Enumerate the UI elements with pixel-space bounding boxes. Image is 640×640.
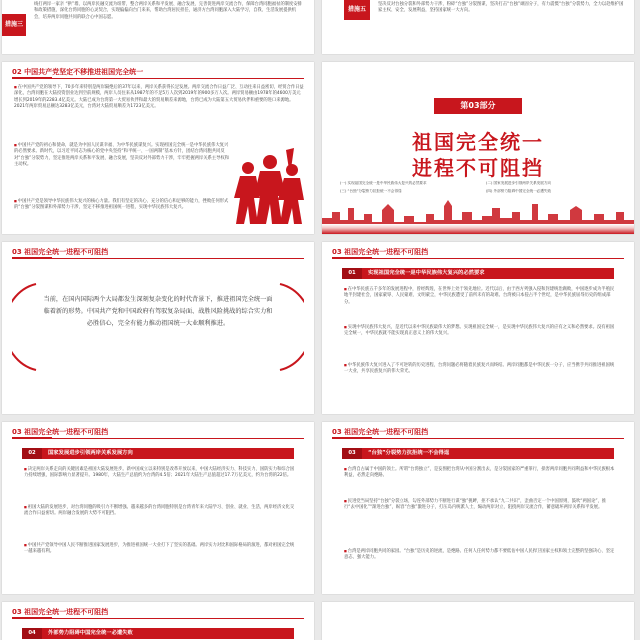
quote-text: 当前，在国内国际两个大局都发生深刻复杂变化的时代背景下，推进祖国完全统一面临着新的形势。中国共产党和中国政府有驾驭复杂局面、战胜风险挑战的综合实力和必胜信心，完全有能力推动祖国统一大业顺利推进。 — [43, 296, 273, 327]
slide-title: 03 祖国完全统一进程不可阻挡 — [332, 248, 429, 256]
slide-header — [322, 422, 634, 440]
slide-national-development — [2, 422, 314, 594]
section-bar — [22, 448, 294, 459]
slide-part-three-cover — [322, 62, 634, 234]
paragraph: ■ 民进党当局坚持“台独”分裂立场，勾连外部势力不断进行谋“独”挑衅，拒不承认“九二共识”，歪曲否定一个中国原则，鼓吹“两国论”，推行“去中国化”“渐进台独”，纵容“台独”激进分子，打压岛内统派人士，煽动两岸对立，阻挠两岸交流合作，蓄意破坏两岸关系和平发展。 — [344, 498, 616, 512]
paragraph: ■ 台湾是两岸同胞共同的家园。“台独”是历史的逆流，是绝路。任何人任何势力都不要低估中国人民捍卫国家主权和领土完整的坚强决心、坚定意志、强大能力。 — [344, 548, 616, 562]
slide-header — [322, 242, 634, 260]
slide-title: 03 祖国完全统一进程不可阻挡 — [332, 428, 429, 436]
section-number: 02 — [22, 448, 42, 459]
subsection-item: (三) “台独”分裂势力抗拒统一不会得逞 — [340, 189, 402, 193]
slide-header — [2, 62, 314, 80]
paragraph: ■ 中国共产党的初心和使命，就是为中国人民谋幸福、为中华民族谋复兴。实现祖国完全统一是中华民族伟大复兴的必然要求。新时代，以习近平同志为核心的党中央坚持“和平统一、一国两制”基本方针，团结台湾同胞共同反对“台独”分裂势力，坚定推进两岸关系和平发展、融合发展，坚决反对外部势力干涉，牢牢把握两岸关系主导权和主动权。 — [14, 142, 229, 169]
paragraph: ■ 中华民族伟大复兴进入了不可逆转的历史进程，台湾问题必将随着民族复兴而终结。两岸同胞都是中华民族一分子，应当携手共同推进祖国统一大业，共享民族复兴的伟大荣光。 — [344, 362, 616, 376]
slide-measure-three — [2, 0, 314, 54]
subsection-item: (二) 国家发展进步引领两岸关系发展方向 — [486, 181, 552, 185]
section-heading: 实现祖国完全统一是中华民族伟大复兴的必然要求 — [368, 270, 485, 276]
measure-text: 线打两岸一家亲 “拱”墙，以两岸民融交流为纽带，整合两岸关系和平发展、融合发展，完善促进两岸交流合作，保障台湾同胞福祉的制度安排和政策措施，深化台湾同胞的心灵契合，实现偏偏向台门来来，帮助台湾居民担任，通济方台湾同胞深入大陆学习，自我、生活发展提供机会，培养两岸同胞共同的联合心中国志愿。 — [34, 2, 302, 20]
slide-title: 03 祖国完全统一进程不可阻挡 — [12, 608, 109, 616]
measure-tab: 措施五 — [344, 0, 370, 20]
slide-header — [2, 602, 314, 620]
slide-separatism — [322, 422, 634, 594]
paragraph: ■ 决定两岸关系走向的关键因素是祖国大陆发展进步。新中国成立以来特别是改革开放以来，中国大陆经济实力、科技实力、国防实力和综合国力持续增强，国际影响力显著提升。1980年，大陆生产总值约为台湾的4.5倍；2021年大陆生产总值超过17.7万亿美元，约为台湾的22倍。 — [24, 466, 296, 480]
title-underline — [12, 258, 304, 259]
title-underline — [332, 258, 624, 259]
section-heading: “台独”分裂势力抗拒统一不会得逞 — [368, 450, 450, 456]
section-bar — [342, 268, 614, 279]
paragraph: ■ 在中国共产党的领导下，70多年来特别是两岸隔绝后的37年以来，两岸关系获得长足发展。两岸交流合作日益广泛、互动往来日益密切，经贸合作日益深化，台湾同胞在大陆投资创业达到空前规模，两岸人员往来从1987年的不足5万人次到2019年的900多万人次。两岸贸易额由1978年的4600万美元增长到2019年的2283.4亿美元。大陆已成为台湾第一大贸易伙伴和最大的贸易顺差来源地，台湾已成为大陆第五大贸易伙伴和重要的进口来源地。2021年两岸贸易总额达3283亿美元，台湾对大陆贸易顺差为1723亿美元。 — [14, 84, 304, 111]
bottom-ribbon — [322, 224, 634, 234]
title-underline — [12, 78, 304, 79]
slide-title: 03 祖国完全统一进程不可阻挡 — [12, 248, 109, 256]
cover-title-line2: 进程不可阻挡 — [412, 156, 544, 180]
paragraph: ■ 中国共产党是领导中华民族伟大复兴的核心力量。我们有坚定的决心、充分的信心和足够的能力，挫败任何形式的“台独”分裂图谋和外部势力干涉，坚定不移推进祖国统一进程，实现中华民族伟大复兴。 — [14, 198, 229, 212]
section-number: 03 — [342, 448, 362, 459]
section-number: 01 — [342, 268, 362, 279]
soldiers-silhouette-icon — [228, 146, 310, 226]
right-bracket-icon — [278, 282, 304, 372]
paragraph: ■ 在中华民族五千多年的发展进程中，曾经辉煌，在世界上处于领先地位。近代以后，由于西方列强入侵和封建统治腐败，中国逐步成为半殖民地半封建社会，国家蒙辱、人民蒙难、文明蒙尘，中华民族遭受了前所未有的劫难。台湾被日本侵占半个世纪，是中华民族屈辱历史的组成部分。 — [344, 286, 616, 306]
measure-text: 坚决反对台独分裂和外部势力干涉，粉碎“台独”分裂图谋，坚决打击“台独”顽固分子，有力震慑“台独”分裂势力，全力以赴维护国家主权、安全、发展利益，坚持国家统一大方向。 — [378, 2, 624, 14]
slide-blank — [322, 602, 634, 640]
section-number: 04 — [22, 628, 42, 639]
cover-title-line1: 祖国完全统一 — [412, 130, 544, 154]
title-underline — [332, 438, 624, 439]
subsection-item: (四) 外部势力阻碍中国完全统一必遭失败 — [486, 189, 552, 193]
slide-current-situation — [2, 242, 314, 414]
slide-rejuvenation — [322, 242, 634, 414]
slide-party-unification — [2, 62, 314, 234]
slide-title: 02 中国共产党坚定不移推进祖国完全统一 — [12, 68, 144, 76]
paragraph: ■ 中国共产党领导中国人民不断推进国家发展进步，为推进祖国统一大业打下了坚实的基础。两岸实力对比和国际格局的演进，都对祖国完全统一越来越有利。 — [24, 542, 296, 556]
section-bar — [22, 628, 294, 639]
paragraph: ■ 祖国大陆的发展进步，对台湾同胞的吸引力不断增强。越来越多的台湾同胞特别是台湾青年来大陆学习、创业、就业、生活，两岸经济文化交流合作日益密切。两岸融合发展的大势不可阻挡。 — [24, 504, 296, 518]
title-underline — [12, 618, 304, 619]
subsection-item: (一) 实现祖国完全统一是中华民族伟大复兴的必然要求 — [340, 181, 427, 185]
paragraph: ■ 台湾自古属于中国的领土。所谓“台湾独立”，是妄图把台湾从中国分割出去，是分裂国家的严重罪行，损害两岸同胞共同利益和中华民族根本利益，必然走向绝路。 — [344, 466, 616, 480]
section-heading: 外部势力阻碍中国完全统一必遭失败 — [48, 630, 133, 636]
slide-measure-five — [322, 0, 634, 54]
title-underline — [12, 438, 304, 439]
slide-header — [2, 242, 314, 260]
section-bar — [342, 448, 614, 459]
city-skyline-icon — [322, 196, 634, 226]
paragraph: ■ 实现中华民族伟大复兴，是近代以来中华民族最伟大的梦想。实现祖国完全统一，是实现中华民族伟大复兴的应有之义和必然要求。没有祖国完全统一，中华民族就不能实现真正意义上的伟大复兴。 — [344, 324, 616, 338]
part-label: 第03部分 — [434, 98, 522, 114]
slide-header — [2, 422, 314, 440]
slide-title: 03 祖国完全统一进程不可阻挡 — [12, 428, 109, 436]
left-bracket-icon — [12, 282, 38, 372]
slide-external-forces — [2, 602, 314, 640]
measure-tab: 措施三 — [2, 14, 26, 36]
section-heading: 国家发展进步引领两岸关系发展方向 — [48, 450, 133, 456]
